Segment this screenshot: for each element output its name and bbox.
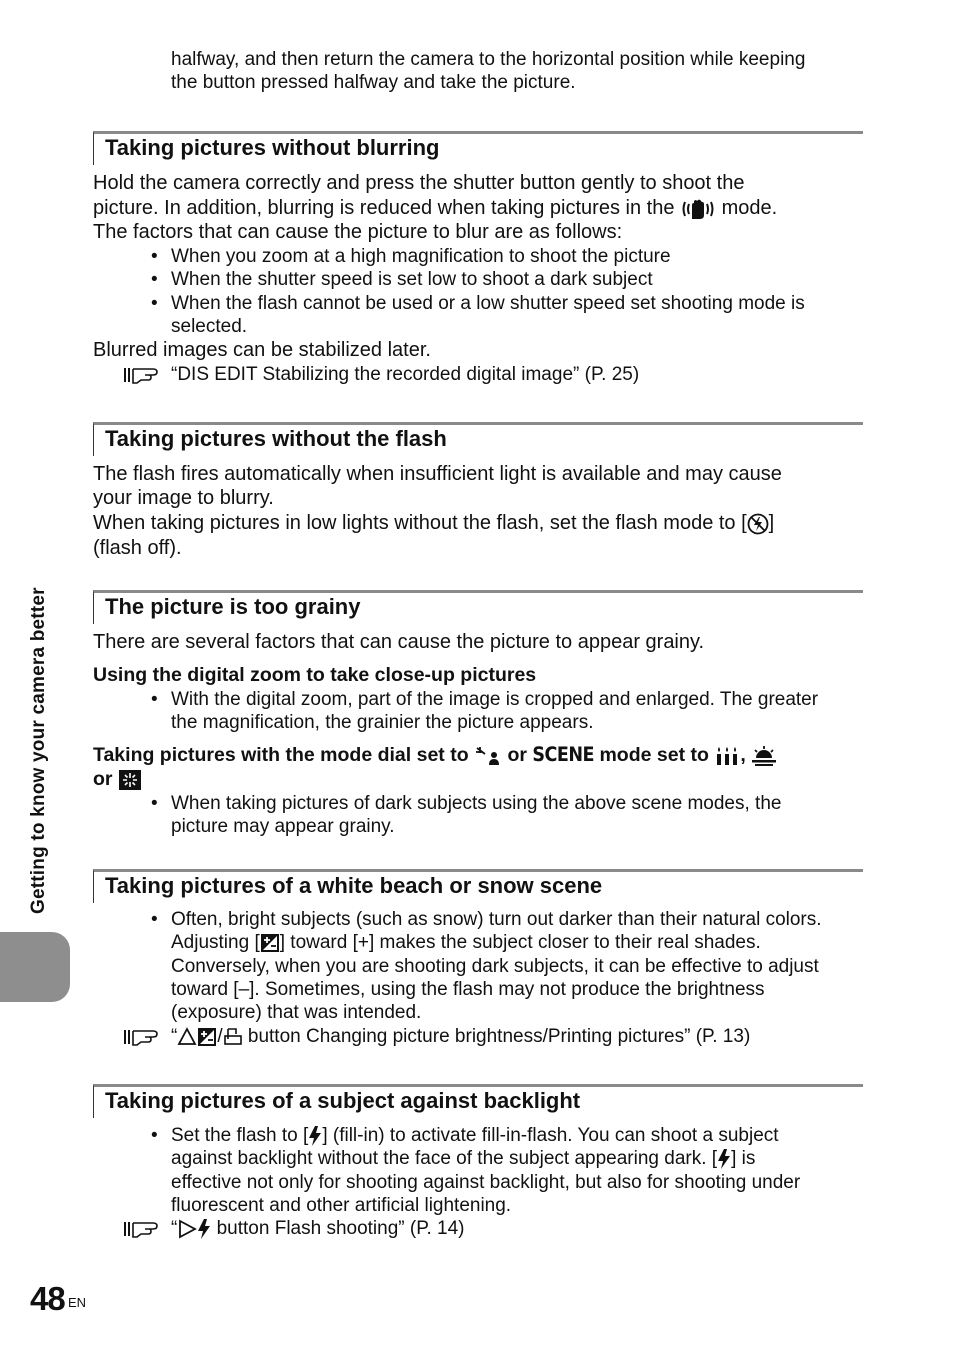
anti-shake-hand-icon	[680, 197, 716, 221]
bullet: •	[151, 246, 158, 267]
s4-bullet-line-5: (exposure) that was intended.	[171, 1002, 422, 1023]
s1-para-2: Blurred images can be stabilized later.	[93, 339, 431, 361]
flash-icon	[197, 1218, 211, 1240]
s3-sub2-text: Taking pictures with the mode dial set to	[93, 744, 469, 766]
flash-off-icon	[747, 513, 769, 535]
s2-line-3	[93, 511, 774, 536]
s3-bullet-1b: the magnification, the grainier the picture appears.	[171, 712, 594, 733]
s5-bullet-line-3: effective not only for shooting against backlight, but also for shooting under	[171, 1172, 801, 1193]
s3-sub2-or: or	[507, 744, 527, 766]
page-number: 48	[30, 1280, 65, 1317]
s2-line-1: The flash fires automatically when insufficient light is available and may cause	[93, 463, 782, 485]
s5-bullet-line-4: fluorescent and other artificial lightening.	[171, 1195, 512, 1216]
flash-icon	[308, 1125, 322, 1147]
s2-line-3-end: ]	[768, 512, 775, 534]
quote-open: “	[171, 1026, 178, 1047]
s1-bullet-3a: When the flash cannot be used or a low shutter speed set shooting mode is	[171, 293, 805, 314]
s3-bullet-2b: picture may appear grainy.	[171, 816, 395, 837]
s5-bullet-line-2	[171, 1147, 861, 1171]
s1-para-line-2	[93, 196, 777, 221]
s2-line-3-text: When taking pictures in low lights without the flash, set the flash mode to [	[93, 512, 747, 534]
side-chapter-title: Getting to know your camera better	[28, 587, 49, 914]
section-title: Taking pictures without blurring	[105, 135, 440, 160]
s3-subheading-2	[93, 743, 777, 767]
s4-bullet-line-4: toward [–]. Sometimes, using the flash may not produce the brightness	[171, 979, 765, 1000]
exposure-compensation-icon	[197, 1027, 217, 1047]
s3-subheading-1: Using the digital zoom to take close-up pictures	[93, 664, 537, 686]
candle-icon	[714, 745, 740, 767]
s5-text-2: ] (fill-in) to activate fill-in-flash. You can shoot a subject	[322, 1125, 779, 1146]
s2-line-2: your image to blurry.	[93, 487, 274, 509]
s3-bullet-1a: With the digital zoom, part of the image is cropped and enlarged. The greater	[171, 689, 819, 710]
s5-text-3: against backlight without the face of the subject appearing dark. [	[171, 1148, 718, 1169]
reference-hand-icon	[123, 1217, 159, 1239]
s1-bullet-3b: selected.	[171, 316, 248, 337]
s3-sub2-or2: or	[93, 768, 113, 790]
s1-bullet-2: When the shutter speed is set low to shoot a dark subject	[171, 269, 653, 290]
s4-bullet-line-2	[171, 931, 861, 955]
intro-line-2: the button pressed halfway and take the picture.	[171, 72, 576, 93]
s1-para-text: picture. In addition, blurring is reduced when taking pictures in the	[93, 197, 675, 219]
chapter-tab	[0, 932, 70, 1002]
section-title: Taking pictures of a subject against backlight	[105, 1088, 581, 1113]
s4-bullet-line-1: Often, bright subjects (such as snow) turn out darker than their natural colors.	[171, 909, 822, 930]
s1-bullet-1: When you zoom at a high magnification to shoot the picture	[171, 246, 671, 267]
s5-reference	[171, 1217, 464, 1241]
s4-bullet-line-3: Conversely, when you are shooting dark subjects, it can be effective to adjust	[171, 956, 819, 977]
section-header-grainy	[93, 590, 863, 624]
fireworks-icon	[118, 769, 142, 791]
s1-para-line-1: Hold the camera correctly and press the shutter button gently to shoot the	[93, 172, 745, 194]
s5-bullet-line-1	[171, 1124, 861, 1148]
s4-reference	[171, 1025, 750, 1049]
s3-bullet-2a: When taking pictures of dark subjects using the above scene modes, the	[171, 793, 782, 814]
flash-icon	[717, 1148, 731, 1170]
bullet: •	[151, 293, 158, 314]
section-header-backlight	[93, 1084, 863, 1118]
bullet: •	[151, 269, 158, 290]
s4-reference-text: button Changing picture brightness/Printing pictures” (P. 13)	[247, 1026, 751, 1047]
s4-text: Adjusting [	[171, 932, 260, 953]
exposure-compensation-icon	[260, 933, 280, 953]
s5-text: Set the flash to [	[171, 1125, 309, 1146]
bullet: •	[151, 909, 158, 930]
s3-para-1: There are several factors that can cause the picture to appear grainy.	[93, 631, 705, 653]
print-icon	[223, 1027, 243, 1047]
s1-para-text-end: mode.	[721, 197, 778, 219]
bullet: •	[151, 689, 158, 710]
quote-open: “	[171, 1218, 178, 1239]
reference-hand-icon	[123, 363, 159, 385]
play-triangle-icon	[177, 1219, 197, 1239]
s2-line-4: (flash off).	[93, 537, 182, 559]
s5-text-4: ] is	[731, 1148, 756, 1169]
section-header-snow	[93, 869, 863, 903]
bullet: •	[151, 1125, 158, 1146]
up-triangle-icon	[177, 1027, 197, 1047]
s3-sub2-text-b: mode set to	[599, 744, 709, 766]
section-title: Taking pictures without the flash	[105, 426, 447, 451]
section-header-flash	[93, 422, 863, 456]
s1-para-line-3: The factors that can cause the picture to blur are as follows:	[93, 221, 623, 243]
s3-subheading-2-cont	[93, 767, 142, 791]
s4-text-2: ] toward [+] makes the subject closer to their real shades.	[279, 932, 761, 953]
scene-label: SCENE	[532, 743, 595, 766]
section-title: The picture is too grainy	[105, 594, 361, 619]
section-title: Taking pictures of a white beach or snow scene	[105, 873, 603, 898]
reference-hand-icon	[123, 1025, 159, 1047]
bullet: •	[151, 793, 158, 814]
intro-line-1: halfway, and then return the camera to the horizontal position while keeping	[171, 49, 806, 70]
s1-reference: “DIS EDIT Stabilizing the recorded digital image” (P. 25)	[171, 364, 640, 385]
page-language: EN	[68, 1295, 87, 1310]
slash: /	[217, 1026, 223, 1047]
sunset-icon	[751, 745, 777, 767]
night-portrait-icon	[474, 745, 502, 767]
section-header-blurring	[93, 131, 863, 165]
s5-reference-text: button Flash shooting” (P. 14)	[216, 1218, 465, 1239]
s3-sub2-comma: ,	[740, 744, 746, 766]
